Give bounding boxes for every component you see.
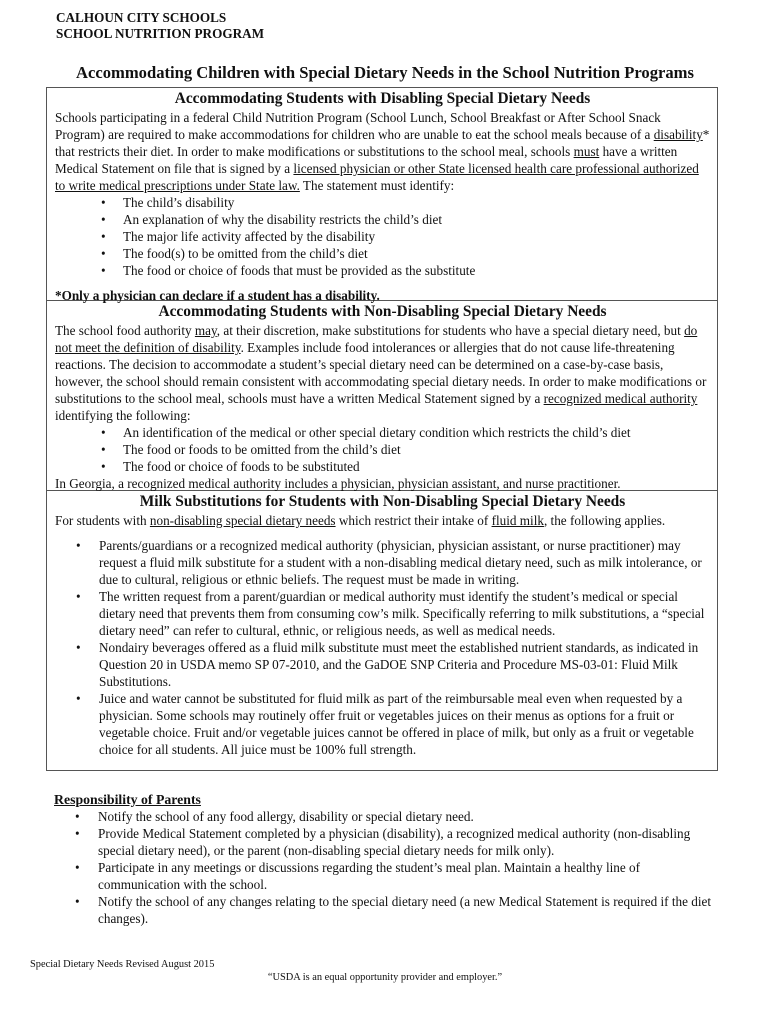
org-header — [56, 10, 264, 42]
disabling-text-d: The statement must identify: — [299, 178, 455, 193]
nondisabling-paragraph — [55, 322, 710, 424]
list-item: • The food or foods to be omitted from the child’s diet — [55, 441, 710, 458]
program-name: SCHOOL NUTRITION PROGRAM — [56, 26, 265, 41]
licensed-physician-term: licensed physician or other State licensed health care professional authorized to write medical prescriptions under State law. — [55, 161, 699, 193]
disabling-text-c: have a written Medical Statement on file that is signed by a — [55, 144, 678, 176]
disabling-requirements-list — [55, 194, 710, 279]
spacer — [55, 529, 710, 537]
medical-authority-term: recognized medical authority — [543, 391, 698, 406]
definition-term: do not meet the definition of disability — [55, 323, 698, 355]
list-item: • Participate in any meetings or discussions regarding the student’s meal plan. Maintain a healthy line of communication with the school. — [54, 859, 724, 893]
must-term: must — [573, 144, 600, 159]
milk-text-a: For students with — [55, 513, 150, 528]
list-item: • Provide Medical Statement completed by a physician (disability), a recognized medical authority (non-disabling special dietary need), or the parent (non-disabling special dietary needs for milk only). — [54, 825, 724, 859]
list-item: • The food(s) to be omitted from the child’s diet — [55, 245, 710, 262]
nondisabling-text-c: . Examples include food intolerances or allergies that do not cause life-threatening reactions. The decision to accommodate a student’s special dietary need can be determined on a case-by-case basis, however, the school should remain consistent with accommodating special dietary needs. In order to make modifications or substitutions to the school meal, schools must have a written Medical Statement signed by a — [55, 340, 707, 406]
parents-list — [54, 808, 724, 927]
list-item: • The child’s disability — [55, 194, 710, 211]
disabling-term: disability — [653, 127, 703, 142]
nondisabling-requirements-list — [55, 424, 710, 475]
parents-section — [54, 791, 724, 927]
disabling-section — [47, 88, 717, 301]
may-term: may — [194, 323, 217, 338]
milk-text-c: , the following applies. — [543, 513, 666, 528]
list-item: • Notify the school of any food allergy, disability or special dietary need. — [54, 808, 724, 825]
nondisabling-text-a: The school food authority — [55, 323, 195, 338]
list-item: • Juice and water cannot be substituted for fluid milk as part of the reimbursable meal even when requested by a physician. Some schools may routinely offer fruit or vegetables juices on their menus as options for a fruit or vegetable choice. Fruit and/or vegetable juices cannot be offered in place of milk, but only as a fruit or vegetable choice for all students. All juice must be 100% full strength. — [55, 690, 710, 758]
list-item: • The major life activity affected by the disability — [55, 228, 710, 245]
policy-box — [46, 87, 718, 771]
list-item: • An explanation of why the disability restricts the child’s diet — [55, 211, 710, 228]
disabling-text-a: Schools participating in a federal Child Nutrition Program (School Lunch, School Breakfast or After School Snack Program) are required to make accommodations for children who are unable to eat the school meals because of a — [55, 110, 661, 142]
org-name: CALHOUN CITY SCHOOLS — [56, 10, 227, 25]
list-item: • The food or choice of foods to be substituted — [55, 458, 710, 475]
nondisabling-needs-term: non-disabling special dietary needs — [149, 513, 336, 528]
disabling-paragraph — [55, 109, 710, 194]
nondisabling-heading: Accommodating Students with Non-Disabling Special Dietary Needs — [158, 303, 607, 320]
parents-heading: Responsibility of Parents — [54, 792, 201, 807]
disabling-heading: Accommodating Students with Disabling Special Dietary Needs — [174, 90, 591, 107]
milk-section — [47, 491, 717, 770]
milk-text-b: which restrict their intake of — [335, 513, 492, 528]
list-item: • The written request from a parent/guardian or medical authority must identify the student’s medical or special dietary need that prevents them from consuming cow’s milk. Specifically referring to milk substitutions, a “special dietary need” can refer to cultural, ethnic, or religious needs, as well as medical needs. — [55, 588, 710, 639]
document-title: Accommodating Children with Special Dietary Needs in the School Nutrition Programs — [76, 63, 694, 82]
fluid-milk-term: fluid milk — [491, 513, 544, 528]
georgia-note: In Georgia, a recognized medical authority includes a physician, physician assistant, and nurse practitioner. — [55, 476, 621, 491]
disabling-text-b: * that restricts their diet. In order to make modifications or substitutions to the school meal, schools — [55, 127, 710, 159]
milk-rules-list — [55, 537, 710, 758]
list-item: • An identification of the medical or other special dietary condition which restricts the child’s diet — [55, 424, 710, 441]
nondisabling-text-b: , at their discretion, make substitutions for students who have a special dietary need, but — [216, 323, 685, 338]
physician-note: *Only a physician can declare if a student has a disability. — [55, 288, 380, 303]
milk-intro — [55, 512, 710, 529]
nondisabling-section — [47, 301, 717, 491]
usda-statement: “USDA is an equal opportunity provider and employer.” — [267, 972, 503, 983]
list-item: • Notify the school of any changes relating to the special dietary need (a new Medical Statement is required if the diet changes). — [54, 893, 724, 927]
list-item: • The food or choice of foods that must be provided as the substitute — [55, 262, 710, 279]
list-item: • Parents/guardians or a recognized medical authority (physician, physician assistant, or nurse practitioner) may request a fluid milk substitute for a student with a non-disabling medical dietary need, such as milk intolerance, or due to cultural, religious or ethnic beliefs. The request must be made in writing. — [55, 537, 710, 588]
nondisabling-text-d: identifying the following: — [55, 408, 191, 423]
milk-heading: Milk Substitutions for Students with Non-Disabling Special Dietary Needs — [139, 493, 626, 510]
list-item: • Nondairy beverages offered as a fluid milk substitute must meet the established nutrient standards, as indicated in Question 20 in USDA memo SP 07-2010, and the GaDOE SNP Criteria and Procedure MS-03-01: Fluid Milk Substitutions. — [55, 639, 710, 690]
revision-footer: Special Dietary Needs Revised August 2015 — [30, 959, 215, 970]
